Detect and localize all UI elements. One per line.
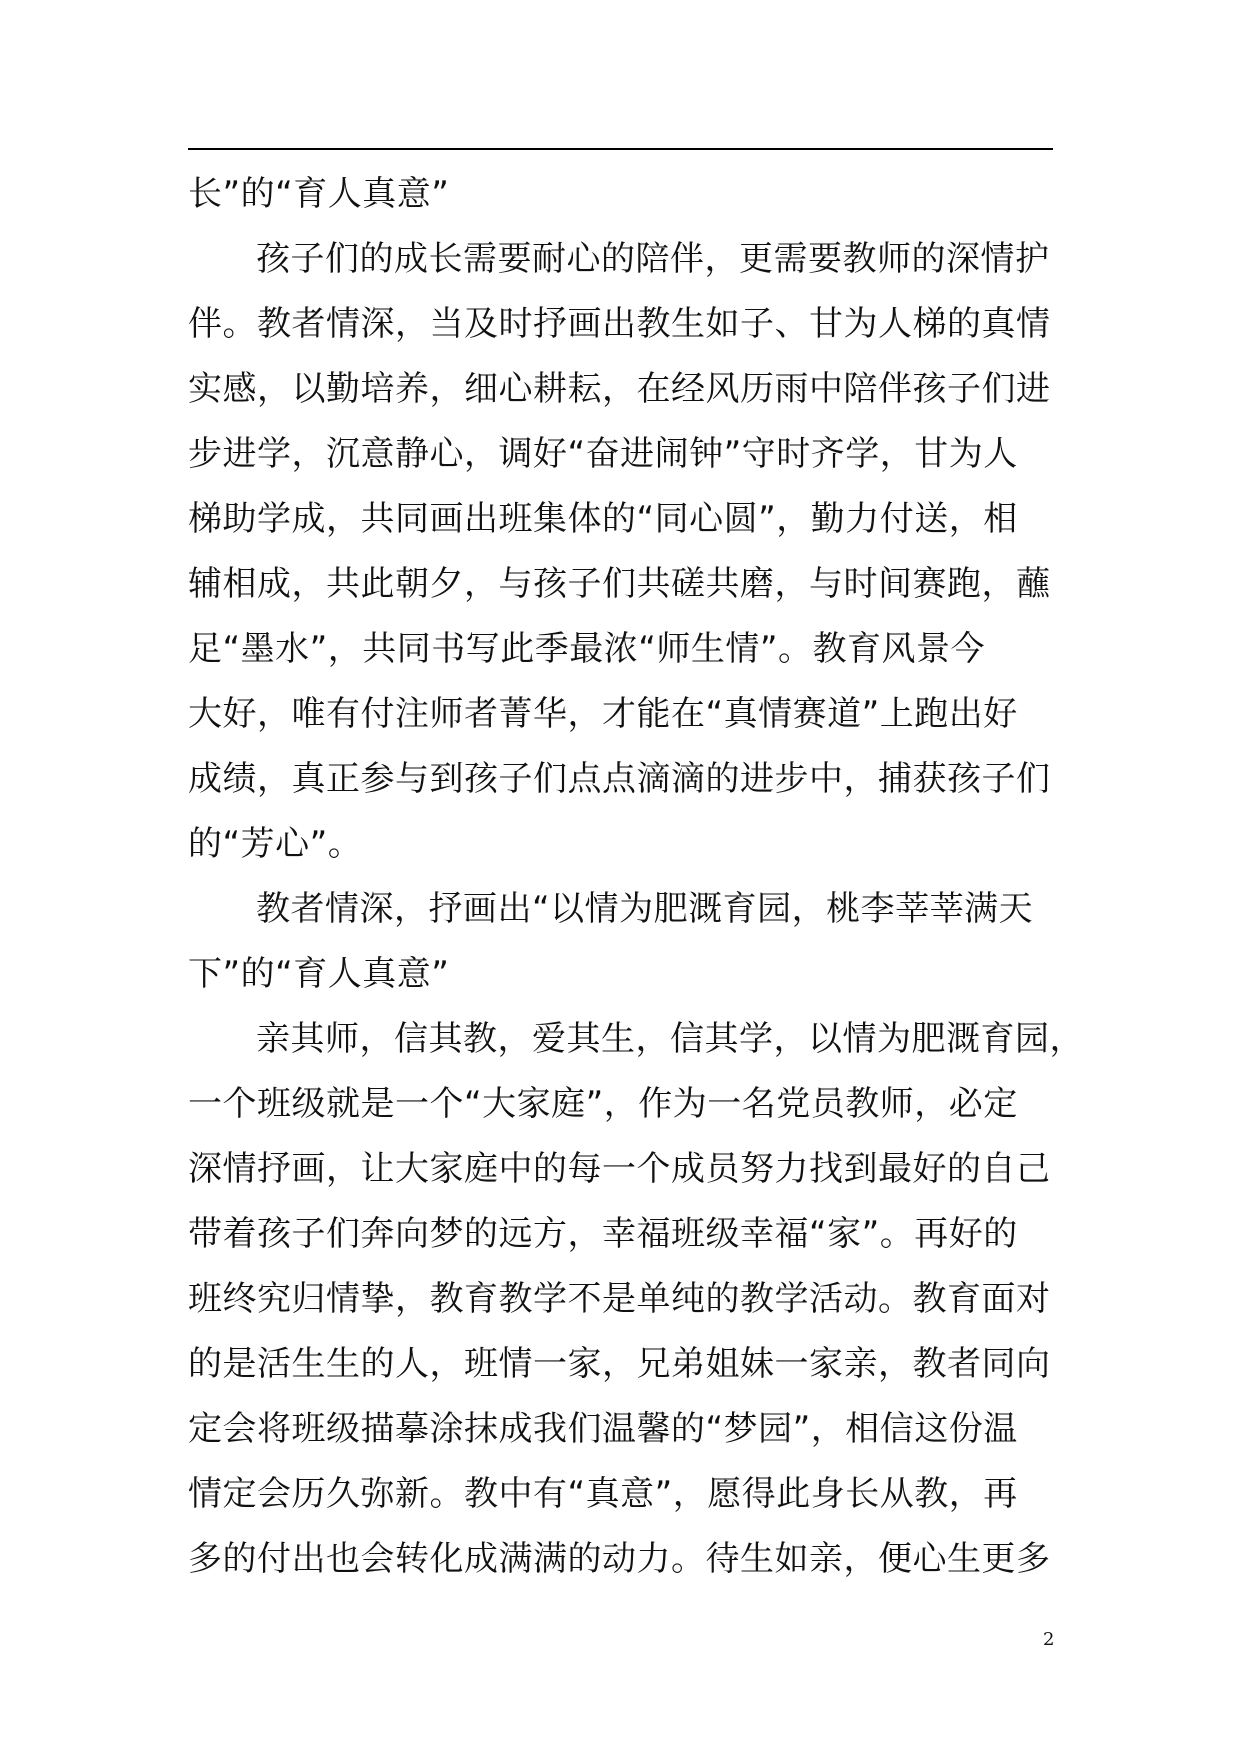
section-heading-line: 教者情深，抒画出“以情为肥溉育园，桃李莘莘满天 bbox=[256, 889, 1034, 929]
section-heading-line: 下”的“育人真意” bbox=[188, 954, 450, 994]
text-line: 情定会历久弥新。教中有“真意”，愿得此身长从教，再 bbox=[188, 1474, 1018, 1514]
text-line: 多的付出也会转化成满满的动力。待生如亲，便心生更多 bbox=[188, 1539, 1051, 1579]
text-line: 实感，以勤培养，细心耕耘，在经风历雨中陪伴孩子们进 bbox=[188, 369, 1051, 409]
text-line: 伴。教者情深，当及时抒画出教生如子、甘为人梯的真情 bbox=[188, 304, 1051, 344]
text-line: 长”的“育人真意” bbox=[188, 174, 450, 214]
text-line: 的“芳心”。 bbox=[188, 824, 363, 864]
text-line: 一个班级就是一个“大家庭”，作为一名党员教师，必定 bbox=[188, 1084, 1018, 1124]
text-line: 成绩，真正参与到孩子们点点滴滴的进步中，捕获孩子们 bbox=[188, 759, 1051, 799]
text-line: 梯助学成，共同画出班集体的“同心圆”，勤力付送，相 bbox=[188, 499, 1018, 539]
text-line: 辅相成，共此朝夕，与孩子们共磋共磨，与时间赛跑，蘸 bbox=[188, 564, 1051, 604]
text-line: 深情抒画，让大家庭中的每一个成员努力找到最好的自己 bbox=[188, 1149, 1051, 1189]
document-body bbox=[188, 162, 1084, 1592]
text-line: 定会将班级描摹涂抹成我们温馨的“梦园”，相信这份温 bbox=[188, 1409, 1018, 1449]
text-line: 亲其师，信其教，爱其生，信其学，以情为肥溉育园， bbox=[256, 1019, 1084, 1059]
text-line: 孩子们的成长需要耐心的陪伴，更需要教师的深情护 bbox=[256, 239, 1050, 279]
text-line: 大好，唯有付注师者菁华，才能在“真情赛道”上跑出好 bbox=[188, 694, 1018, 734]
text-line: 步进学，沉意静心，调好“奋进闹钟”守时齐学，甘为人 bbox=[188, 434, 1018, 474]
text-line: 的是活生生的人，班情一家，兄弟姐妹一家亲，教者同向 bbox=[188, 1344, 1051, 1384]
text-line: 足“墨水”，共同书写此季最浓“师生情”。教育风景今 bbox=[188, 629, 985, 669]
text-line: 带着孩子们奔向梦的远方，幸福班级幸福“家”。再好的 bbox=[188, 1214, 1018, 1254]
text-line: 班终究归情挚，教育教学不是单纯的教学活动。教育面对 bbox=[188, 1279, 1051, 1319]
page-number: 2 bbox=[1043, 1629, 1055, 1650]
header-rule bbox=[188, 148, 1053, 150]
